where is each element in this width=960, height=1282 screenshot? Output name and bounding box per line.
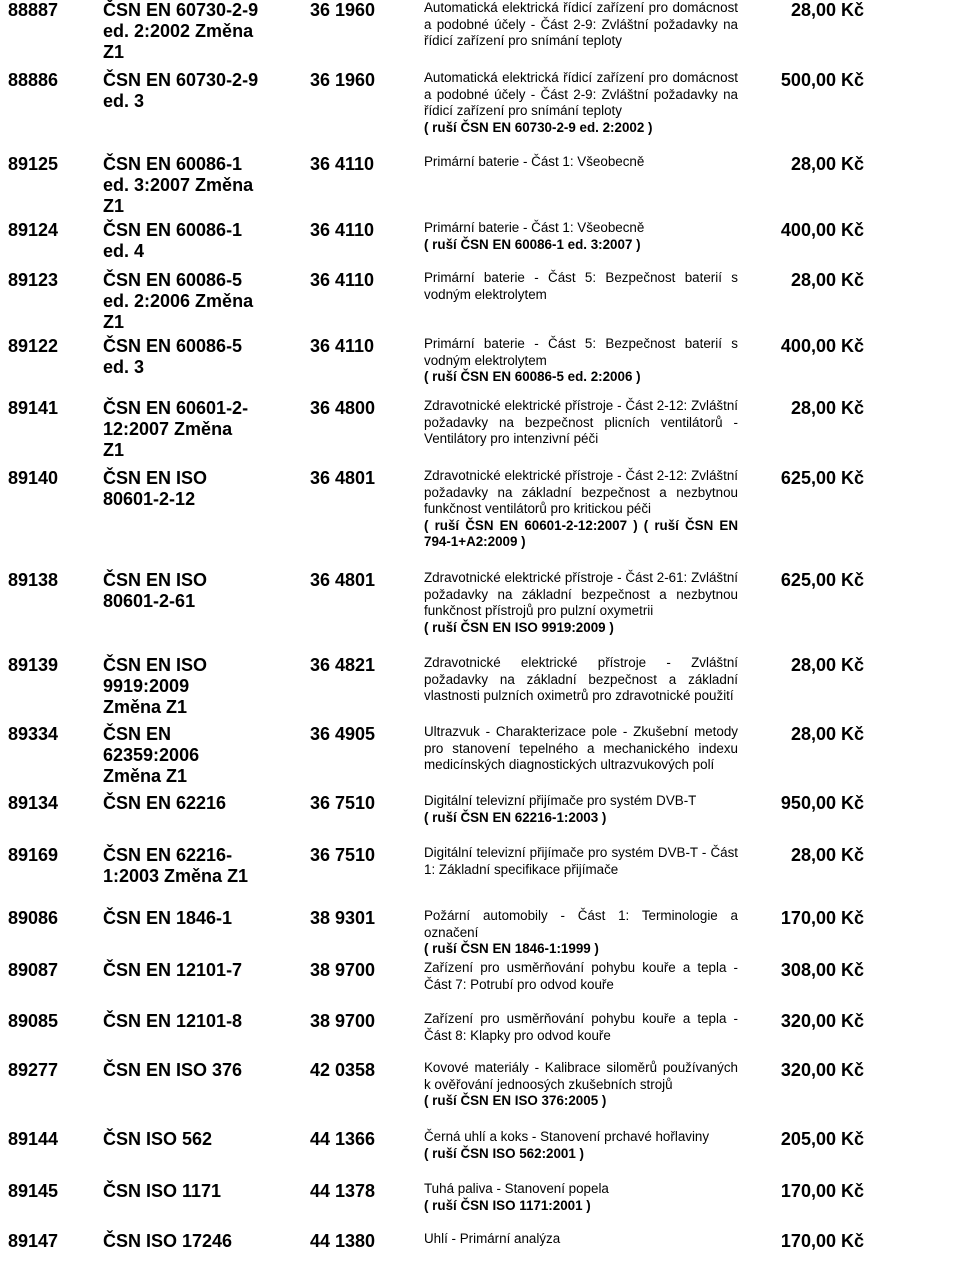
catalog-number: 89277 [8, 1060, 59, 1080]
title-text: Černá uhlí a koks - Stanovení prchavé hořlaviny [424, 1129, 710, 1144]
catalog-number: 89144 [8, 1129, 59, 1149]
title-text: Primární baterie - Část 5: Bezpečnost baterií s vodným elektrolytem [424, 336, 738, 368]
standard-code: ČSN EN 60086-1 ed. 3:2007 Změna Z1 [103, 154, 254, 216]
standard-code: ČSN EN 62216 [103, 793, 227, 813]
standard-code: ČSN EN 60601-2-12:2007 Změna Z1 [103, 398, 249, 460]
title-text: Digitální televizní přijímače pro systém DVB-T [424, 793, 697, 808]
catalog-number: 89145 [8, 1181, 59, 1201]
title-text: Automatická elektrická řídicí zařízení pro domácnost a podobné účely - Část 2-9: Zvláštní požadavky na řídicí zařízení pro snímání teploty [424, 70, 738, 119]
title-text: Požární automobily - Část 1: Terminologie a označení [424, 908, 738, 940]
catalog-number: 89122 [8, 336, 59, 356]
standard-code: ČSN ISO 17246 [103, 1231, 233, 1251]
classification-code: 44 1380 [310, 1231, 376, 1251]
classification-code: 44 1366 [310, 1129, 376, 1149]
replaces-note: ( ruší ČSN EN 62216-1:2003 ) [424, 809, 607, 825]
price: 28,00 Kč [790, 724, 864, 744]
price: 500,00 Kč [780, 70, 864, 90]
classification-code: 36 7510 [310, 845, 376, 865]
classification-code: 38 9700 [310, 1011, 376, 1031]
price: 320,00 Kč [780, 1011, 864, 1031]
standard-code: ČSN EN ISO 80601-2-12 [103, 468, 208, 509]
title-text: Kovové materiály - Kalibrace siloměrů používaných k ověřování jednoosých zkušebních strojů [424, 1060, 738, 1092]
price: 400,00 Kč [780, 336, 864, 356]
standard-code: ČSN EN ISO 80601-2-61 [103, 570, 208, 611]
replaces-note: ( ruší ČSN ISO 1171:2001 ) [424, 1197, 591, 1213]
catalog-number: 89085 [8, 1011, 59, 1031]
title-text: Primární baterie - Část 5: Bezpečnost baterií s vodným elektrolytem [424, 270, 738, 302]
price: 28,00 Kč [790, 398, 864, 418]
price: 625,00 Kč [780, 468, 864, 488]
classification-code: 38 9700 [310, 960, 376, 980]
replaces-note: ( ruší ČSN EN 60086-5 ed. 2:2006 ) [424, 369, 641, 385]
replaces-note: ( ruší ČSN EN ISO 376:2005 ) [424, 1093, 607, 1109]
classification-code: 36 4905 [310, 724, 376, 744]
standard-code: ČSN EN 60730-2-9 ed. 2:2002 Změna Z1 [103, 0, 259, 62]
standard-code: ČSN ISO 1171 [103, 1181, 222, 1201]
catalog-number: 89124 [8, 220, 59, 240]
price: 28,00 Kč [790, 0, 864, 20]
price: 28,00 Kč [790, 270, 864, 290]
price: 205,00 Kč [780, 1129, 864, 1149]
classification-code: 36 1960 [310, 0, 376, 20]
price: 320,00 Kč [780, 1060, 864, 1080]
catalog-number: 89147 [8, 1231, 59, 1251]
standard-code: ČSN EN 62216-1:2003 Změna Z1 [103, 845, 249, 886]
replaces-note: ( ruší ČSN EN 60086-1 ed. 3:2007 ) [424, 236, 641, 252]
classification-code: 36 4110 [310, 270, 375, 290]
catalog-number: 88886 [8, 70, 59, 90]
catalog-number: 89140 [8, 468, 59, 488]
classification-code: 36 4110 [310, 220, 375, 240]
title-text: Ultrazvuk - Charakterizace pole - Zkušební metody pro stanovení tepelného a mechanického indexu medicínských diagnostických ultrazvukových polí [424, 724, 738, 773]
price: 170,00 Kč [780, 1231, 864, 1251]
catalog-number: 89125 [8, 154, 59, 174]
standard-code: ČSN EN 12101-7 [103, 960, 243, 980]
classification-code: 36 4110 [310, 154, 375, 174]
title-text: Automatická elektrická řídicí zařízení pro domácnost a podobné účely - Část 2-9: Zvláštní požadavky na řídicí zařízení pro snímání teploty [424, 0, 738, 49]
catalog-number: 89141 [8, 398, 59, 418]
classification-code: 36 4801 [310, 570, 376, 590]
catalog-number: 89123 [8, 270, 59, 290]
title-text: Zdravotnické elektrické přístroje - Část 2-12: Zvláštní požadavky na bezpečnost plicních ventilátorů - Ventilátory pro intenzivní péči [424, 398, 738, 447]
price: 625,00 Kč [780, 570, 864, 590]
standard-code: ČSN EN 60730-2-9 ed. 3 [103, 70, 259, 111]
catalog-number: 89134 [8, 793, 59, 813]
price: 950,00 Kč [780, 793, 864, 813]
classification-code: 36 4110 [310, 336, 375, 356]
replaces-note: ( ruší ČSN EN 60730-2-9 ed. 2:2002 ) [424, 119, 653, 135]
price: 28,00 Kč [790, 154, 864, 174]
price: 170,00 Kč [780, 908, 864, 928]
title-text: Tuhá paliva - Stanovení popela [424, 1181, 609, 1196]
title-text: Primární baterie - Část 1: Všeobecně [424, 154, 645, 169]
classification-code: 36 1960 [310, 70, 376, 90]
catalog-number: 88887 [8, 0, 59, 20]
title-text: Digitální televizní přijímače pro systém DVB-T - Část 1: Základní specifikace přijímače [424, 845, 738, 877]
catalog-number: 89086 [8, 908, 59, 928]
catalog-number: 89334 [8, 724, 59, 744]
classification-code: 36 4801 [310, 468, 376, 488]
catalog-number: 89139 [8, 655, 59, 675]
standard-code: ČSN EN 60086-5 ed. 2:2006 Změna Z1 [103, 270, 254, 332]
price: 400,00 Kč [780, 220, 864, 240]
price: 308,00 Kč [780, 960, 864, 980]
price: 28,00 Kč [790, 845, 864, 865]
title-text: Zdravotnické elektrické přístroje - Část 2-61: Zvláštní požadavky na základní bezpečnost a nezbytnou funkčnost přístrojů pro pulzní oxymetrii [424, 570, 738, 619]
title-text: Zařízení pro usměrňování pohybu kouře a tepla - Část 8: Klapky pro odvod kouře [424, 1011, 738, 1043]
classification-code: 44 1378 [310, 1181, 376, 1201]
replaces-note: ( ruší ČSN EN 60601-2-12:2007 ) ( ruší ČSN EN 794-1+A2:2009 ) [424, 517, 738, 550]
replaces-note: ( ruší ČSN ISO 562:2001 ) [424, 1145, 585, 1161]
catalog-number: 89087 [8, 960, 59, 980]
price: 28,00 Kč [790, 655, 864, 675]
replaces-note: ( ruší ČSN EN ISO 9919:2009 ) [424, 619, 614, 635]
catalog-number: 89169 [8, 845, 59, 865]
standard-code: ČSN EN 60086-1 ed. 4 [103, 220, 243, 261]
standard-code: ČSN EN 1846-1 [103, 908, 233, 928]
standard-code: ČSN EN 62359:2006 Změna Z1 [103, 724, 200, 786]
classification-code: 36 4821 [310, 655, 376, 675]
standard-code: ČSN EN 60086-5 ed. 3 [103, 336, 243, 377]
title-text: Primární baterie - Část 1: Všeobecně [424, 220, 645, 235]
classification-code: 36 7510 [310, 793, 376, 813]
standard-code: ČSN EN ISO 376 [103, 1060, 243, 1080]
classification-code: 38 9301 [310, 908, 376, 928]
title-text: Zdravotnické elektrické přístroje - Zvláštní požadavky na základní bezpečnost a základní vlastnosti pulzních oximetrů pro zdravotnické použití [424, 655, 738, 704]
catalog-number: 89138 [8, 570, 59, 590]
standard-code: ČSN ISO 562 [103, 1129, 213, 1149]
price: 170,00 Kč [780, 1181, 864, 1201]
title-text: Zařízení pro usměrňování pohybu kouře a tepla - Část 7: Potrubí pro odvod kouře [424, 960, 738, 992]
classification-code: 42 0358 [310, 1060, 376, 1080]
classification-code: 36 4800 [310, 398, 376, 418]
standard-code: ČSN EN ISO 9919:2009 Změna Z1 [103, 655, 208, 717]
replaces-note: ( ruší ČSN EN 1846-1:1999 ) [424, 941, 599, 957]
title-text: Uhlí - Primární analýza [424, 1231, 561, 1246]
standard-code: ČSN EN 12101-8 [103, 1011, 243, 1031]
title-text: Zdravotnické elektrické přístroje - Část 2-12: Zvláštní požadavky na základní bezpečnost a nezbytnou funkčnost ventilátorů pro kritickou péči [424, 468, 738, 517]
